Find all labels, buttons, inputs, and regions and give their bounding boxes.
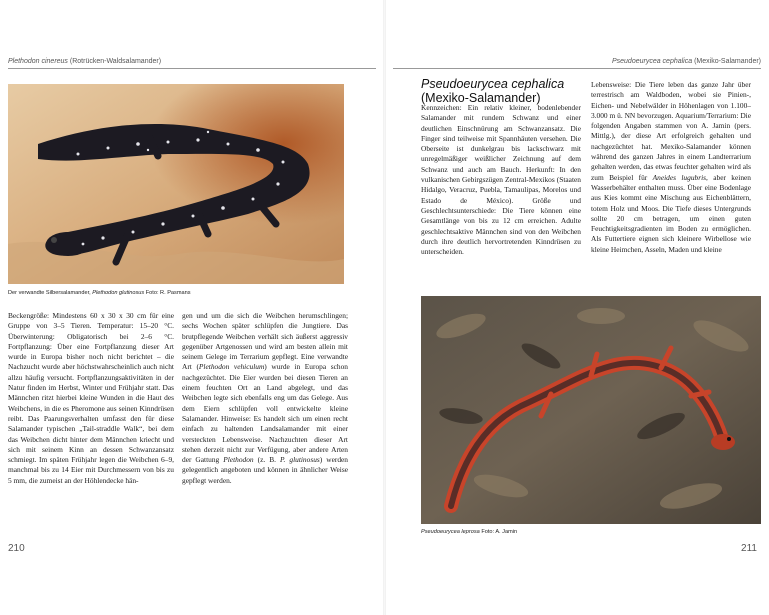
text-column-left-2: gen und um die sich die Weibchen herumschlingen; sechs Wochen später schlüpfen die Jungtiere. Das brutpflegende Weibchen verhält sich äußerst aggressiv gegenüber Artgenossen und wird am besten allein mit seinem Gelege im Terrarium gepflegt. Eine verwandte Art (Plethodon vehiculum) wurde in Europa schon nachgezüchtet. Die Eier wurden bei diesen Tieren an einem feuchten Ort an Land abgelegt, und das Weibchen legte sich ebenfalls eng um das Gelege. Aus dem Eiern schlüpfen voll entwickelte kleine Salamander. Hinweise: Es handelt sich um einen recht einfach zu haltenden Landsalamander mit einer versteckten Lebensweise. Nachzuchten dieser Art stehen derzeit nicht zur Verfügung, aber andere Arten der Gattung Plethodon (z. B. P. glutinosus) werden gelegentlich angeboten und können in ähnlicher Weise gepflegt werden.	[182, 311, 348, 485]
salamander-photo-right	[421, 296, 761, 524]
text-column-left-1: Beckengröße: Mindestens 60 x 30 x 30 cm für eine Gruppe von 3–5 Tieren. Temperatur: 15–20 °C. Überwinterung: Obligatorisch bei 2–6 °C. Fortpflanzung: Über eine Fortpflanzung dieser Art wurde in Europa bisher noch nicht berichtet – die Nachzucht wurde aber höchstwahrscheinlich auch nicht allzu häufig versucht. Fortpflanzungsaktivitäten in der Natur finden im Herbst, Winter und Frühjahr statt. Das Männchen ritzt hierbei kleine Wunden in die Haut des Weibchens, in die es Pheromone aus seinen Kinndrüsen reibt. Das Paarungsverhalten umfasst den für diese Salamander typischen „Tail-straddle Walk“, bei dem das Weibchen dicht hinter dem Männchen kriecht und sich mit seinem Kinn an dessen Schwanzansatz schmiegt. Im späten Frühjahr legen die Weibchen 6–9, manchmal bis zu 14 Eier mit Durchmessern von bis zu 5 mm, die zumeist an der Höhlendecke hän-	[8, 311, 174, 485]
page-number-left: 210	[8, 543, 25, 554]
text-column-right-1: Kennzeichen: Ein relativ kleiner, bodenlebender Salamander mit rundem Schwanz und einer deutlichen Einschnürung am Schwanzansatz. Die Finger sind teilweise mit Spannhäuten versehen. Die Oberseite ist dunkelgrau bis lackschwarz mit unregelmäßiger weißlicher Zeichnung auf dem Schwanz und auch am Bauch. Herkunft: In den vulkanischen Gebirgszügen Zentral-Mexikos (Staaten Hidalgo, Veracruz, Puebla, Tamaulipas, Morelos und Estado de México). Größe und Geschlechtsunterschiede: Die Tiere können eine Gesamtlänge von bis zu 12 cm erreichen. Adulte geschlechtsaktive Männchen sind von den Weibchen durch ihre deutlich hervortretenden Kinndrüsen zu unterscheiden.	[421, 103, 581, 257]
left-page	[0, 0, 384, 615]
photo-caption-left: Der verwandte Silbersalamander, Plethodon glutinosus Foto: R. Pasmans	[8, 290, 191, 296]
right-page	[385, 0, 769, 615]
page-number-right: 211	[741, 543, 757, 554]
header-rule	[393, 68, 761, 69]
running-head-left: Plethodon cinereus (Rotrücken-Waldsalamander)	[8, 58, 162, 65]
salamander-photo-left	[8, 84, 344, 284]
species-title: Pseudoeurycea cephalica (Mexiko-Salamander)	[421, 77, 565, 105]
text-column-right-2: Lebensweise: Die Tiere leben das ganze Jahr über terrestrisch am Waldboden, wobei sie Pinien-, Eichen- und Nebelwälder in Höhenlagen von 1.100–3.000 m ü. NN bevorzugen. Aquarium/Terrarium: Die folgenden Angaben stammen von A. Jamin (pers. Mittlg.), der diese Art erfolgreich gehalten und nachgezüchtet hat. Mexiko-Salamander können während des ganzen Jahres in einem Landterrarium gehalten werden, das etwas feuchter gehalten wird als zum Beispiel für Aneides lugubris, aber keinen Wasserbehälter enthalten muss. Über eine Bodenlage aus Kies kommt eine Mischung aus Eichenblättern, totem Holz und Moos. Die Tiefe dieses Untergrunds sollte 20 cm betragen, um einen guten Feuchtigkeitsgradienten im Boden zu ermöglichen. Als Futtertiere eignen sich kleinere Wirbellose wie kleine Heimchen, Asseln, Maden und kleine	[591, 80, 752, 254]
header-rule	[8, 68, 376, 69]
photo-caption-right: Pseudoeurycea leprosa Foto: A. Jamin	[421, 529, 518, 535]
running-head-right: Pseudoeurycea cephalica (Mexiko-Salamander)	[611, 58, 761, 65]
